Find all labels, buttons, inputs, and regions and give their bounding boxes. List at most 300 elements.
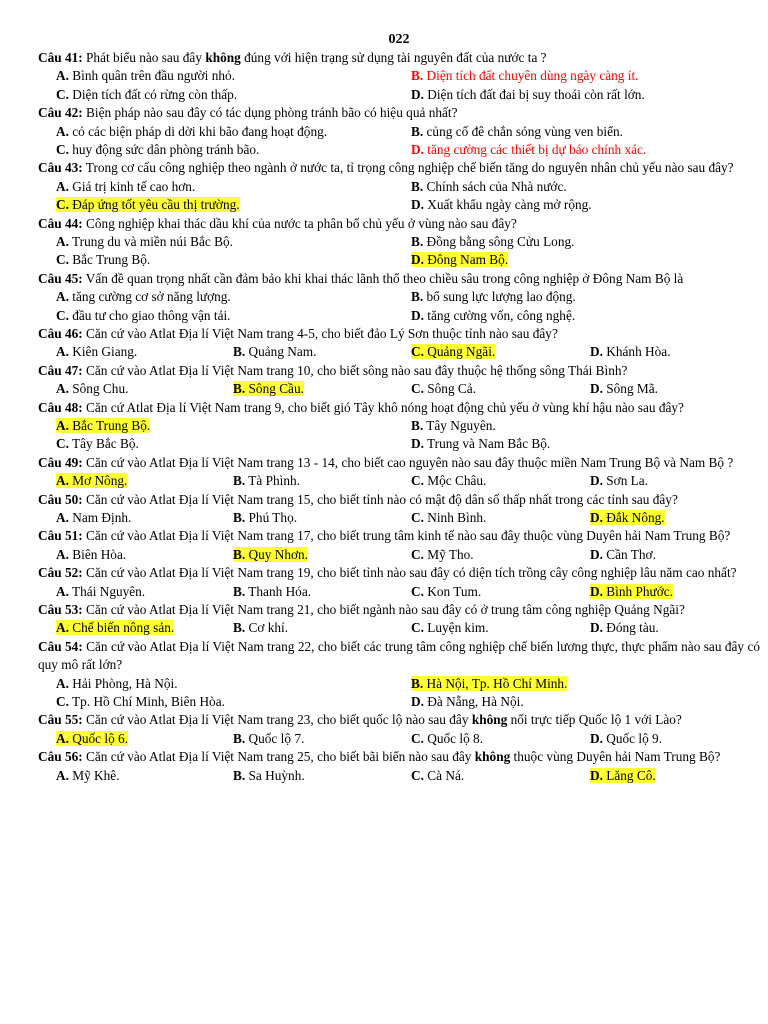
answer-option[interactable] xyxy=(590,380,658,398)
question-stem: Công nghiệp khai thác dầu khí của nước ta phân bố chủ yếu ở vùng nào sau đây? xyxy=(82,215,517,231)
question-text xyxy=(38,491,760,509)
answer-option[interactable] xyxy=(411,251,508,269)
answer-option-content xyxy=(590,510,665,525)
option-letter: D. xyxy=(411,693,424,709)
answer-option[interactable] xyxy=(56,251,150,269)
question-number: Câu 45: xyxy=(38,270,83,286)
answer-option-content xyxy=(411,436,550,451)
option-text: Quốc lộ 7. xyxy=(245,730,305,746)
option-row xyxy=(38,123,760,141)
option-letter: D. xyxy=(411,141,424,157)
option-letter: B. xyxy=(233,473,246,489)
option-text: Luyện kim. xyxy=(423,620,489,636)
answer-option[interactable] xyxy=(590,509,665,527)
question-stem: Căn cứ vào Atlat Địa lí Việt Nam trang 13 - 14, cho biết cao nguyên nào sau đây thuộc miền Nam Trung Bộ và Nam Bộ ? xyxy=(82,454,734,470)
option-letter: B. xyxy=(233,620,246,636)
option-text: Quảng Ngãi. xyxy=(423,344,496,360)
answer-option[interactable] xyxy=(411,730,483,748)
option-text: Tây Bắc Bộ. xyxy=(68,436,139,452)
answer-option[interactable] xyxy=(411,123,623,141)
question-stem-end: đúng với hiện trạng sử dụng tài nguyên đất của nước ta ? xyxy=(240,50,547,65)
option-letter: B. xyxy=(411,68,424,84)
answer-option[interactable] xyxy=(411,767,464,785)
question xyxy=(38,159,760,214)
option-text: Thái Nguyên. xyxy=(68,583,146,599)
answer-option-content xyxy=(56,87,237,102)
answer-option-content xyxy=(56,694,225,709)
option-letter: A. xyxy=(56,767,69,783)
answer-option[interactable] xyxy=(411,619,489,637)
option-text: Tây Nguyên. xyxy=(423,417,496,433)
option-letter: A. xyxy=(56,417,69,433)
option-letter: B. xyxy=(411,178,424,194)
question-text xyxy=(38,399,760,417)
option-letter: B. xyxy=(233,344,246,360)
answer-option[interactable] xyxy=(56,693,225,711)
question xyxy=(38,527,760,564)
question-number: Câu 56: xyxy=(38,749,83,765)
answer-option[interactable] xyxy=(233,619,288,637)
option-letter: B. xyxy=(411,123,424,139)
option-text: Diện tích đất đai bị suy thoái còn rất lớn. xyxy=(423,86,645,102)
question-stem: Trong cơ cấu công nghiệp theo ngành ở nước ta, tỉ trọng công nghiệp chế biến tăng do nguyên nhân chủ yếu nào sau đây? xyxy=(82,160,734,176)
question-number: Câu 49: xyxy=(38,454,83,470)
answer-option[interactable] xyxy=(233,343,316,361)
answer-option[interactable] xyxy=(411,509,486,527)
answer-option[interactable] xyxy=(411,417,496,435)
answer-option[interactable] xyxy=(56,86,237,104)
question xyxy=(38,270,760,325)
answer-option[interactable] xyxy=(56,178,195,196)
question xyxy=(38,104,760,159)
option-text: Quy Nhơn. xyxy=(245,546,309,562)
answer-option[interactable] xyxy=(411,67,638,85)
option-text: Bắc Trung Bộ. xyxy=(68,252,151,268)
answer-option[interactable] xyxy=(56,288,231,306)
question-text xyxy=(38,270,760,288)
option-text: Sa Huỳnh. xyxy=(245,767,305,783)
answer-option[interactable] xyxy=(590,730,662,748)
answer-option-content xyxy=(56,124,327,139)
option-letter: A. xyxy=(56,620,69,636)
exam-code: 022 xyxy=(388,32,410,47)
question-stem: Căn cứ Atlat Địa lí Việt Nam trang 9, cho biết gió Tây khô nóng hoạt động chủ yếu ở vùng khí hậu nào sau đây? xyxy=(82,399,684,415)
answer-option-content xyxy=(56,142,259,157)
answer-option-content xyxy=(56,179,195,194)
answer-option-content xyxy=(411,68,638,83)
question-number: Câu 50: xyxy=(38,491,83,507)
option-text: Đóng tàu. xyxy=(602,620,659,636)
option-text: Đồng bằng sông Cửu Long. xyxy=(423,233,575,249)
option-letter: C. xyxy=(411,730,424,746)
option-letter: A. xyxy=(56,68,69,84)
question-stem: Căn cứ vào Atlat Địa lí Việt Nam trang 4-5, cho biết đảo Lý Sơn thuộc tỉnh nào sau đây? xyxy=(82,325,558,341)
option-letter: B. xyxy=(411,289,424,305)
option-letter: A. xyxy=(56,178,69,194)
option-text: bổ sung lực lượng lao động. xyxy=(423,289,576,305)
option-letter: A. xyxy=(56,583,69,599)
answer-option[interactable] xyxy=(411,233,574,251)
answer-option-content xyxy=(411,87,645,102)
option-letter: C. xyxy=(411,473,424,489)
question-stem: Căn cứ vào Atlat Địa lí Việt Nam trang 25, cho biết bãi biển nào sau đây xyxy=(82,749,475,765)
option-text: Biên Hòa. xyxy=(68,546,127,562)
question-number: Câu 44: xyxy=(38,215,83,231)
option-letter: D. xyxy=(411,86,424,102)
option-text: Mơ Nông. xyxy=(68,473,128,489)
option-row xyxy=(38,67,760,85)
answer-option[interactable] xyxy=(411,196,592,214)
answer-option-content xyxy=(411,620,489,635)
option-row xyxy=(38,196,760,214)
answer-option-content xyxy=(411,473,486,488)
question-text xyxy=(38,564,760,582)
question-stem: Căn cứ vào Atlat Địa lí Việt Nam trang 15, cho biết tỉnh nào có mật độ dân số thấp nhất trong các tỉnh sau đây? xyxy=(82,491,678,507)
question-stem: Căn cứ vào Atlat Địa lí Việt Nam trang 23, cho biết quốc lộ nào sau đây xyxy=(82,712,472,728)
option-letter: A. xyxy=(56,509,69,525)
question-emphasis: không xyxy=(205,50,241,65)
answer-option-content xyxy=(56,418,150,433)
answer-option[interactable] xyxy=(56,141,259,159)
answer-option-content xyxy=(56,436,139,451)
option-letter: B. xyxy=(411,417,424,433)
answer-option-content xyxy=(56,676,178,691)
question-emphasis: không xyxy=(474,749,511,765)
option-letter: D. xyxy=(411,197,424,213)
option-row xyxy=(38,380,760,398)
answer-option[interactable] xyxy=(233,583,311,601)
option-letter: C. xyxy=(56,436,69,452)
question-text xyxy=(38,215,760,233)
answer-option[interactable] xyxy=(56,380,128,398)
answer-option-content xyxy=(56,381,128,396)
option-letter: C. xyxy=(56,141,69,157)
option-letter: A. xyxy=(56,381,69,397)
option-text: Ninh Bình. xyxy=(423,509,487,525)
option-row xyxy=(38,767,760,785)
option-text: Trung du và miền núi Bắc Bộ. xyxy=(68,233,233,249)
answer-option[interactable] xyxy=(56,67,235,85)
answer-option[interactable] xyxy=(233,767,305,785)
answer-option-content xyxy=(590,547,656,562)
answer-option-content xyxy=(411,381,476,396)
answer-option[interactable] xyxy=(590,546,656,564)
answer-option[interactable] xyxy=(56,233,233,251)
option-letter: D. xyxy=(590,620,603,636)
option-letter: A. xyxy=(56,546,69,562)
option-letter: C. xyxy=(56,86,69,102)
answer-option[interactable] xyxy=(233,380,304,398)
option-letter: B. xyxy=(233,509,246,525)
answer-option[interactable] xyxy=(411,380,476,398)
option-text: Cơ khí. xyxy=(245,620,289,636)
answer-option-content xyxy=(590,731,662,746)
option-text: Lăng Cô. xyxy=(602,767,656,783)
answer-option[interactable] xyxy=(233,472,300,490)
option-text: Quốc lộ 9. xyxy=(602,730,663,746)
option-row xyxy=(38,86,760,104)
option-letter: A. xyxy=(56,344,69,360)
question-stem: Căn cứ vào Atlat Địa lí Việt Nam trang 19, cho biết tỉnh nào sau đây có diện tích trồng cây công nghiệp lâu năm cao nhất? xyxy=(82,565,737,581)
option-text: Cần Thơ. xyxy=(602,546,656,562)
question-number: Câu 46: xyxy=(38,325,83,341)
answer-option[interactable] xyxy=(411,583,481,601)
answer-option-content xyxy=(590,584,673,599)
question-text xyxy=(38,325,760,343)
answer-option[interactable] xyxy=(233,509,297,527)
answer-option[interactable] xyxy=(56,730,128,748)
answer-option-content xyxy=(411,768,464,783)
answer-option-content xyxy=(56,289,231,304)
answer-option[interactable] xyxy=(56,583,145,601)
answer-option-content xyxy=(233,381,304,396)
option-row xyxy=(38,343,760,361)
answer-option-content xyxy=(411,124,623,139)
option-text: Chính sách của Nhà nước. xyxy=(423,178,567,194)
option-row xyxy=(38,307,760,325)
answer-option-content xyxy=(56,473,127,488)
answer-option[interactable] xyxy=(411,472,486,490)
option-text: Quốc lộ 8. xyxy=(423,730,484,746)
option-text: Sông Cầu. xyxy=(245,381,304,397)
option-letter: C. xyxy=(56,693,69,709)
question xyxy=(38,748,760,785)
answer-option[interactable] xyxy=(411,675,567,693)
answer-option-content xyxy=(56,252,150,267)
option-text: Đáp ứng tốt yêu cầu thị trường. xyxy=(68,197,240,213)
option-row xyxy=(38,675,760,693)
option-letter: D. xyxy=(411,307,424,323)
answer-option[interactable] xyxy=(56,675,178,693)
answer-option-content xyxy=(233,510,297,525)
answer-option-content xyxy=(56,584,145,599)
option-letter: D. xyxy=(590,473,603,489)
question-text xyxy=(38,527,760,545)
option-letter: C. xyxy=(411,583,424,599)
option-text: đầu tư cho giao thông vận tải. xyxy=(68,307,231,323)
option-letter: A. xyxy=(56,675,69,691)
answer-option-content xyxy=(233,344,316,359)
option-text: Bắc Trung Bộ. xyxy=(68,417,151,433)
question-text xyxy=(38,711,760,729)
option-letter: B. xyxy=(411,675,424,691)
question xyxy=(38,454,760,491)
answer-option[interactable] xyxy=(56,472,127,490)
question-text xyxy=(38,748,760,766)
option-row xyxy=(38,435,760,453)
option-text: Tà Phình. xyxy=(245,473,300,489)
answer-option[interactable] xyxy=(56,435,139,453)
option-text: huy động sức dân phòng tránh bão. xyxy=(68,141,260,157)
question-stem: Căn cứ vào Atlat Địa lí Việt Nam trang 21, cho biết ngành nào sau đây có ở trung tâm công nghiệp Quảng Ngãi? xyxy=(82,601,685,617)
option-row xyxy=(38,141,760,159)
option-letter: A. xyxy=(56,289,69,305)
question-number: Câu 52: xyxy=(38,565,83,581)
option-text: Thanh Hóa. xyxy=(245,583,312,599)
option-letter: C. xyxy=(56,252,69,268)
answer-option[interactable] xyxy=(411,86,645,104)
answer-option[interactable] xyxy=(590,472,648,490)
question xyxy=(38,638,760,712)
option-text: Đắk Nông. xyxy=(602,509,665,525)
question-stem: Biện pháp nào sau đây có tác dụng phòng tránh bão có hiệu quả nhất? xyxy=(82,105,458,121)
question xyxy=(38,564,760,601)
option-letter: B. xyxy=(233,767,246,783)
option-letter: C. xyxy=(411,509,424,525)
answer-option[interactable] xyxy=(56,417,150,435)
answer-option-content xyxy=(411,289,576,304)
option-row xyxy=(38,233,760,251)
answer-option[interactable] xyxy=(56,196,240,214)
question xyxy=(38,601,760,638)
option-text: Mỹ Khê. xyxy=(68,767,120,783)
option-text: Chế biến nông sản. xyxy=(68,620,175,636)
answer-option[interactable] xyxy=(56,307,231,325)
answer-option[interactable] xyxy=(56,546,126,564)
option-row xyxy=(38,583,760,601)
option-letter: C. xyxy=(56,197,69,213)
answer-option-content xyxy=(590,620,659,635)
option-text: Kiên Giang. xyxy=(68,344,138,360)
question-stem: Căn cứ vào Atlat Địa lí Việt Nam trang 22, cho biết các trung tâm công nghiệp chế biến lương thực, thực phẩm nào sau đây có quy mô rất lớn? xyxy=(38,638,760,673)
question-text xyxy=(38,104,760,122)
answer-option[interactable] xyxy=(411,693,524,711)
answer-option[interactable] xyxy=(411,546,474,564)
option-text: Quảng Nam. xyxy=(245,344,317,360)
option-letter: B. xyxy=(411,233,424,249)
option-text: Sông Mã. xyxy=(602,381,658,397)
answer-option[interactable] xyxy=(411,307,575,325)
answer-option[interactable] xyxy=(411,288,576,306)
answer-option[interactable] xyxy=(56,767,120,785)
option-text: Giá trị kinh tế cao hơn. xyxy=(68,178,196,194)
answer-option[interactable] xyxy=(56,509,131,527)
option-text: Đông Nam Bộ. xyxy=(423,252,509,268)
option-row xyxy=(38,472,760,490)
answer-option[interactable] xyxy=(590,767,656,785)
answer-option[interactable] xyxy=(590,583,673,601)
answer-option[interactable] xyxy=(411,435,550,453)
option-text: Bình Phước. xyxy=(602,583,673,599)
question-text xyxy=(38,159,760,177)
answer-option[interactable] xyxy=(590,343,671,361)
answer-option-content xyxy=(233,731,304,746)
answer-option[interactable] xyxy=(590,619,659,637)
option-text: Sông Cả. xyxy=(423,381,477,397)
option-letter: B. xyxy=(233,730,246,746)
answer-option-content xyxy=(411,731,483,746)
answer-option-content xyxy=(411,142,646,157)
question-stem: Phát biểu nào sau đây xyxy=(82,50,206,65)
answer-option-content xyxy=(56,768,120,783)
option-row xyxy=(38,178,760,196)
option-text: tăng cường các thiết bị dự báo chính xác. xyxy=(423,141,647,157)
answer-option[interactable] xyxy=(56,123,327,141)
option-text: Tp. Hồ Chí Minh, Biên Hòa. xyxy=(68,693,225,709)
answer-option-content xyxy=(411,547,474,562)
question-text xyxy=(38,362,760,380)
question-emphasis: không xyxy=(471,712,508,728)
answer-option-content xyxy=(56,234,233,249)
option-text: tăng cường cơ sở năng lượng. xyxy=(68,289,231,305)
option-text: có các biện pháp di dời khi bão đang hoạt động. xyxy=(68,123,328,139)
answer-option[interactable] xyxy=(233,730,304,748)
option-text: Cà Ná. xyxy=(423,767,465,783)
option-letter: D. xyxy=(590,767,603,783)
option-text: Sơn La. xyxy=(602,473,649,489)
answer-option-content xyxy=(56,344,137,359)
answer-option-content xyxy=(56,308,231,323)
option-text: Diện tích đất có rừng còn thấp. xyxy=(68,86,238,102)
answer-option-content xyxy=(233,547,308,562)
option-text: Phú Thọ. xyxy=(245,509,298,525)
option-text: Mộc Châu. xyxy=(423,473,487,489)
answer-option[interactable] xyxy=(56,619,174,637)
question-number: Câu 51: xyxy=(38,528,83,544)
question-text xyxy=(38,638,760,675)
option-text: Quốc lộ 6. xyxy=(68,730,129,746)
option-text: Nam Định. xyxy=(68,509,132,525)
option-row xyxy=(38,619,760,637)
option-letter: A. xyxy=(56,730,69,746)
answer-option-content xyxy=(590,344,671,359)
option-letter: C. xyxy=(411,381,424,397)
question-text xyxy=(38,454,760,472)
answer-option[interactable] xyxy=(411,178,567,196)
option-letter: C. xyxy=(56,307,69,323)
answer-option-content xyxy=(56,731,128,746)
answer-option-content xyxy=(411,197,592,212)
question-stem-end: nối trực tiếp Quốc lộ 1 với Lào? xyxy=(507,712,682,728)
option-letter: A. xyxy=(56,473,69,489)
option-text: củng cố đê chắn sóng vùng ven biển. xyxy=(423,123,623,139)
option-text: Sông Chu. xyxy=(68,381,129,397)
option-text: Mỹ Tho. xyxy=(423,546,474,562)
answer-option[interactable] xyxy=(411,141,646,159)
question-number: Câu 48: xyxy=(38,399,83,415)
answer-option-content xyxy=(411,676,567,691)
option-letter: B. xyxy=(233,546,246,562)
question-number: Câu 55: xyxy=(38,712,83,728)
answer-option[interactable] xyxy=(411,343,495,361)
option-row xyxy=(38,288,760,306)
question xyxy=(38,399,760,454)
option-letter: B. xyxy=(233,381,246,397)
answer-option-content xyxy=(233,473,300,488)
option-row xyxy=(38,546,760,564)
answer-option-content xyxy=(590,473,648,488)
option-letter: C. xyxy=(411,767,424,783)
option-letter: D. xyxy=(411,436,424,452)
option-letter: D. xyxy=(590,583,603,599)
question-text xyxy=(38,49,760,67)
option-row xyxy=(38,251,760,269)
option-text: Hải Phòng, Hà Nội. xyxy=(68,675,178,691)
answer-option-content xyxy=(411,418,496,433)
option-text: Bình quân trên đầu người nhỏ. xyxy=(68,68,235,84)
option-text: Đà Nẵng, Hà Nội. xyxy=(423,693,524,709)
answer-option[interactable] xyxy=(233,546,308,564)
question-list xyxy=(38,49,760,785)
option-letter: D. xyxy=(411,252,424,268)
answer-option[interactable] xyxy=(56,343,137,361)
answer-option-content xyxy=(411,584,481,599)
option-letter: C. xyxy=(411,546,424,562)
answer-option-content xyxy=(590,381,658,396)
option-letter: D. xyxy=(590,381,603,397)
question-stem: Căn cứ vào Atlat Địa lí Việt Nam trang 17, cho biết trung tâm kinh tế nào sau đây thuộc vùng Duyên hải Nam Trung Bộ? xyxy=(82,528,731,544)
option-letter: D. xyxy=(590,344,603,360)
